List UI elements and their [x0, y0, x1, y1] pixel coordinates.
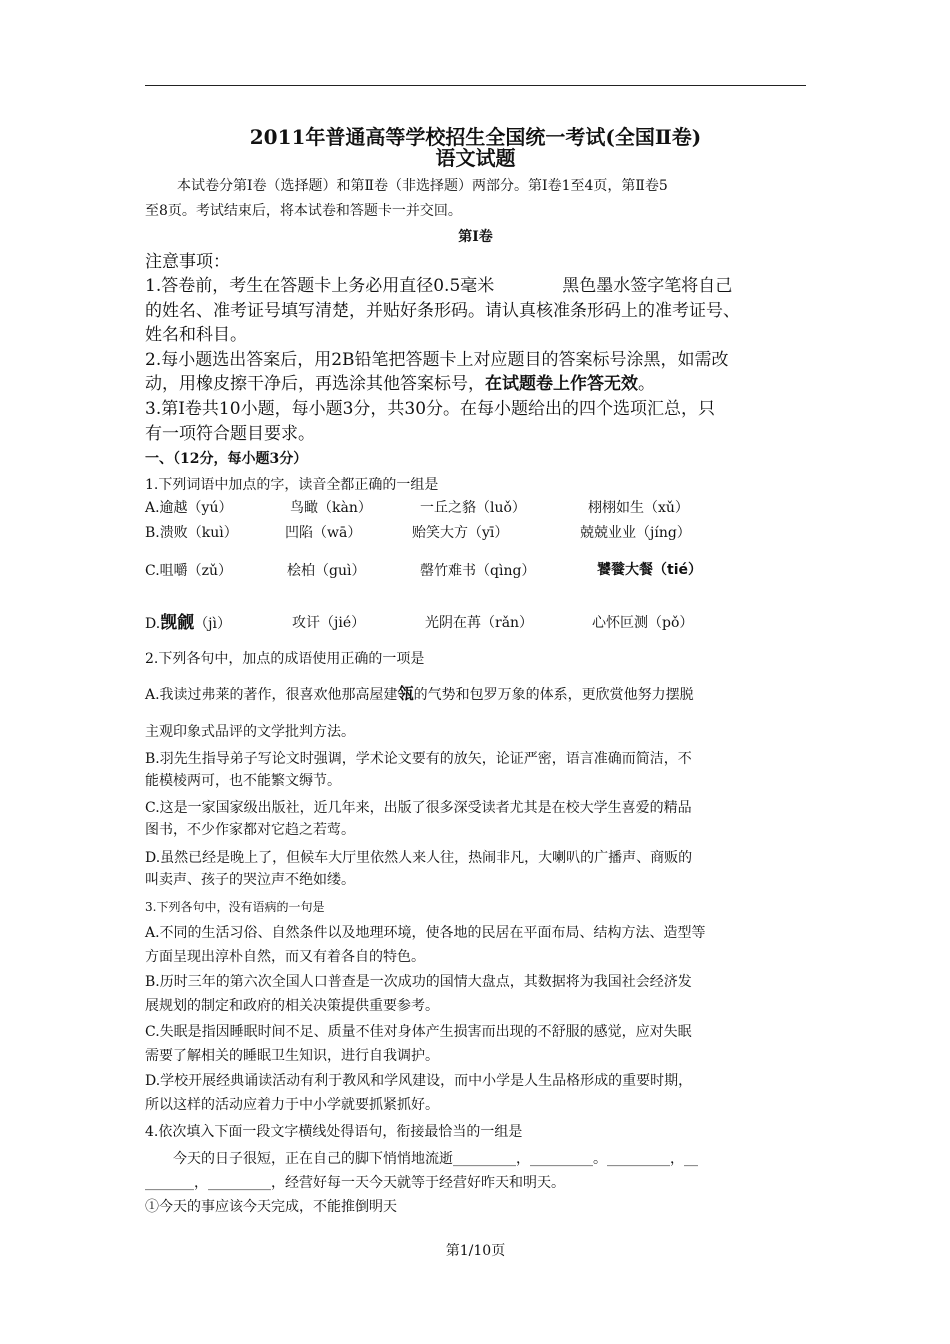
option-d: 所以这样的活动应着力于中小学就要抓紧抓好。 — [145, 1097, 439, 1113]
option-b: 兢兢业业（jíng） — [580, 525, 691, 541]
option-b: B.溃败（kuì） — [145, 525, 238, 541]
notes-emphasis: 在试题卷上作答无效 — [485, 374, 638, 394]
passage-line: _______，_________，经营好每一天今天就等于经营好昨天和明天。 — [145, 1175, 565, 1191]
section-heading: 一、（12分，每小题3分） — [145, 451, 308, 467]
exam-subtitle: 语文试题 — [435, 146, 516, 170]
option-a: 主观印象式品评的文学批判方法。 — [145, 724, 355, 740]
option-c: 桧柏（guì） — [287, 563, 366, 579]
notes-text: 动，用橡皮擦干净后，再选涂其他答案标号， — [145, 374, 485, 394]
option-c: 罄竹难书（qìng） — [420, 563, 536, 579]
passage-line: 今天的日子很短，正在自己的脚下悄悄地流逝_________，_________。_________，__ — [145, 1151, 698, 1167]
notes-line: 有一项符合题目要求。 — [145, 424, 315, 444]
option-a: 鸟瞰（kàn） — [290, 500, 372, 516]
option-d: 攻讦（jié） — [292, 615, 366, 631]
option-d: D.学校开展经典诵读活动有利于教风和学风建设，而中小学是人生品格形成的重要时期， — [145, 1073, 693, 1089]
option-b: 能模棱两可，也不能繁文缛节。 — [145, 773, 341, 789]
question-stem: 1.下列词语中加点的字，读音全都正确的一组是 — [145, 477, 439, 493]
option-b: B.历时三年的第六次全国人口普查是一次成功的国情大盘点，其数据将为我国社会经济发 — [145, 974, 692, 990]
option-c: 饕餮大餐（tié） — [597, 562, 702, 578]
option-d: 光阴在苒（rǎn） — [425, 615, 534, 631]
option-c: C.失眠是指因睡眠时间不足、质量不佳对身体产生损害而出现的不舒服的感觉，应对失眠 — [145, 1024, 692, 1040]
notes-line: 的姓名、准考证号填写清楚，并贴好条形码。请认真核准条形码上的准考证号、 — [145, 301, 740, 321]
option-word: 觊觎 — [160, 613, 195, 633]
option-d: 叫卖声、孩子的哭泣声不绝如缕。 — [145, 872, 355, 888]
option-text: A.我读过弗莱的著作，很喜欢他那高屋建 — [145, 687, 398, 703]
option-a: A.不同的生活习俗、自然条件以及地理环境，使各地的民居在平面布局、结构方法、造型等 — [145, 925, 706, 941]
notes-text: 。 — [638, 374, 655, 394]
option-b: 贻笑大方（yī） — [412, 525, 509, 541]
option-d — [145, 612, 231, 635]
option-b: 凹陷（wā） — [285, 525, 362, 541]
page-number: 第1/10页 — [445, 1243, 506, 1259]
notes-line: 2.每小题选出答案后，用2B铅笔把答题卡上对应题目的答案标号涂黑，如需改 — [145, 350, 729, 370]
header-rule — [145, 85, 806, 86]
exam-title: 2011年普通高等学校招生全国统一考试(全国Ⅱ卷) — [249, 125, 702, 149]
question-stem: 2.下列各句中，加点的成语使用正确的一项是 — [145, 651, 425, 667]
option-a — [145, 683, 694, 706]
option-a: 一丘之貉（luǒ） — [420, 500, 526, 516]
notes-line: 1.答卷前，考生在答题卡上务必用直径0.5毫米 黑色墨水签字笔将自己 — [145, 276, 733, 296]
option-c: C.咀嚼（zǔ） — [145, 563, 233, 579]
question-stem: 3.下列各句中，没有语病的一句是 — [145, 900, 325, 914]
notes-line — [145, 373, 655, 395]
option-text: 瓴 — [397, 684, 414, 703]
option-label: D. — [145, 616, 161, 632]
part-heading: 第Ⅰ卷 — [458, 229, 493, 245]
option-c: 图书，不少作家都对它趋之若莺。 — [145, 822, 355, 838]
question-stem: 4.依次填入下面一段文字横线处得语句，衔接最恰当的一组是 — [145, 1124, 523, 1140]
option-b: 展规划的制定和政府的相关决策提供重要参考。 — [145, 998, 439, 1014]
option-a: 栩栩如生（xǔ） — [588, 500, 689, 516]
notes-line: 姓名和科目。 — [145, 325, 247, 345]
answer-option: ①今天的事应该今天完成，不能推倒明天 — [145, 1199, 397, 1215]
intro-line: 至8页。考试结束后，将本试卷和答题卡一并交回。 — [145, 203, 462, 219]
option-b: B.羽先生指导弟子写论文时强调，学术论文要有的放矢，论证严密，语言准确而简洁，不 — [145, 751, 692, 767]
option-a: 方面呈现出淳朴自然，而又有着各自的特色。 — [145, 949, 425, 965]
notes-heading: 注意事项： — [145, 252, 230, 272]
option-c: C.这是一家国家级出版社，近几年来，出版了很多深受读者尤其是在校大学生喜爱的精品 — [145, 800, 692, 816]
option-c: 需要了解相关的睡眠卫生知识，进行自我调护。 — [145, 1048, 439, 1064]
option-text: 的气势和包罗万象的体系，更欣赏他努力摆脱 — [413, 687, 694, 703]
notes-line: 3.第Ⅰ卷共10小题，每小题3分，共30分。在每小题给出的四个选项汇总，只 — [145, 399, 716, 419]
option-d: D.虽然已经是晚上了，但候车大厅里依然人来人往，热闹非凡，大喇叭的广播声、商贩的 — [145, 850, 693, 866]
option-d: 心怀叵测（pǒ） — [592, 615, 694, 631]
option-a: A.逾越（yú） — [145, 500, 233, 516]
option-pinyin: （jì） — [194, 616, 232, 632]
intro-line: 本试卷分第Ⅰ卷（选择题）和第Ⅱ卷（非选择题）两部分。第Ⅰ卷1至4页，第Ⅱ卷5 — [177, 178, 668, 194]
